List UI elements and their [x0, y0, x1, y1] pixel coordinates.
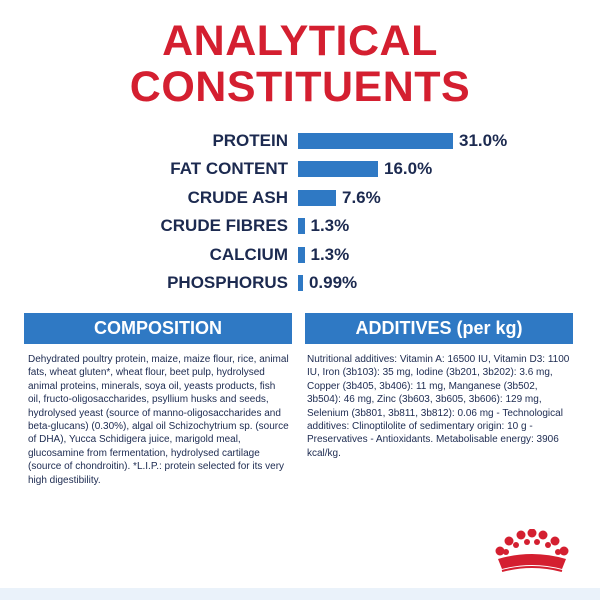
nutrient-label: PROTEIN [212, 131, 288, 150]
nutrient-row [0, 157, 600, 181]
nutrient-bar [298, 247, 305, 263]
nutrient-value: 1.3% [310, 245, 350, 264]
nutrient-row [0, 243, 600, 267]
additives-heading: ADDITIVES (per kg) [305, 313, 573, 344]
nutrient-value: 0.99% [308, 273, 358, 292]
nutrient-label: CRUDE FIBRES [160, 216, 288, 235]
nutrient-row [0, 186, 600, 210]
nutrient-row [0, 129, 600, 153]
nutrient-bar [298, 133, 453, 149]
nutrient-value: 1.3% [310, 216, 350, 235]
nutrient-bar [298, 161, 378, 177]
additives-text: Nutritional additives: Vitamin A: 16500 IU, Vitamin D3: 1100 IU, Iron (3b103): 35 mg, Iodine (3b201, 3b202): 3.6 mg, Copper (3b405, 3b406): 11 mg, Manganese (3b502, 3b504): 46 mg, Zinc (3b603, 3b605, 3b606): 129 mg, Selenium (3b801, 3b811, 3b812): 0.06 mg - Technological additives: Clinoptilolite of sedimentary origin: 10 g - Preservatives - Antioxidants. Metabolisable energy: 3906 kcal/kg. [307, 354, 570, 459]
nutrient-value: 7.6% [342, 188, 381, 207]
nutrient-value: 31.0% [459, 131, 508, 150]
nutrient-label: CALCIUM [209, 245, 288, 264]
nutrient-bar [298, 218, 305, 234]
bottom-band [0, 588, 600, 600]
royal-canin-crown-icon [492, 529, 572, 577]
nutrient-label: PHOSPHORUS [167, 273, 288, 292]
nutrient-bar [298, 190, 336, 206]
nutrient-value: 16.0% [384, 159, 433, 178]
nutrient-label: CRUDE ASH [187, 188, 288, 207]
composition-text: Dehydrated poultry protein, maize, maize flour, rice, animal fats, wheat gluten*, wheat flour, beet pulp, hydrolysed animal proteins, minerals, soya oil, yeasts products, fish oil, fructo-oligosaccharides, psyllium husks and seeds, hydrolysed yeast (source of manno-oligosaccharides and beta-glucans) (0.30%), algal oil Schizochytrium sp. (source of DHA), Yucca Schidigera juice, marigold meal, glucosamine from fermentation, hydrolysed cartilage (source of chondroitin). *L.I.P.: protein selected for its very high digestibility. [28, 354, 289, 486]
title-line-1: ANALYTICAL [162, 17, 438, 65]
composition-heading: COMPOSITION [24, 313, 292, 344]
nutrient-label: FAT CONTENT [170, 159, 288, 178]
nutrient-bar [298, 275, 303, 291]
nutrient-row [0, 271, 600, 295]
title-line-2: CONSTITUENTS [129, 63, 471, 111]
nutrient-row [0, 214, 600, 238]
